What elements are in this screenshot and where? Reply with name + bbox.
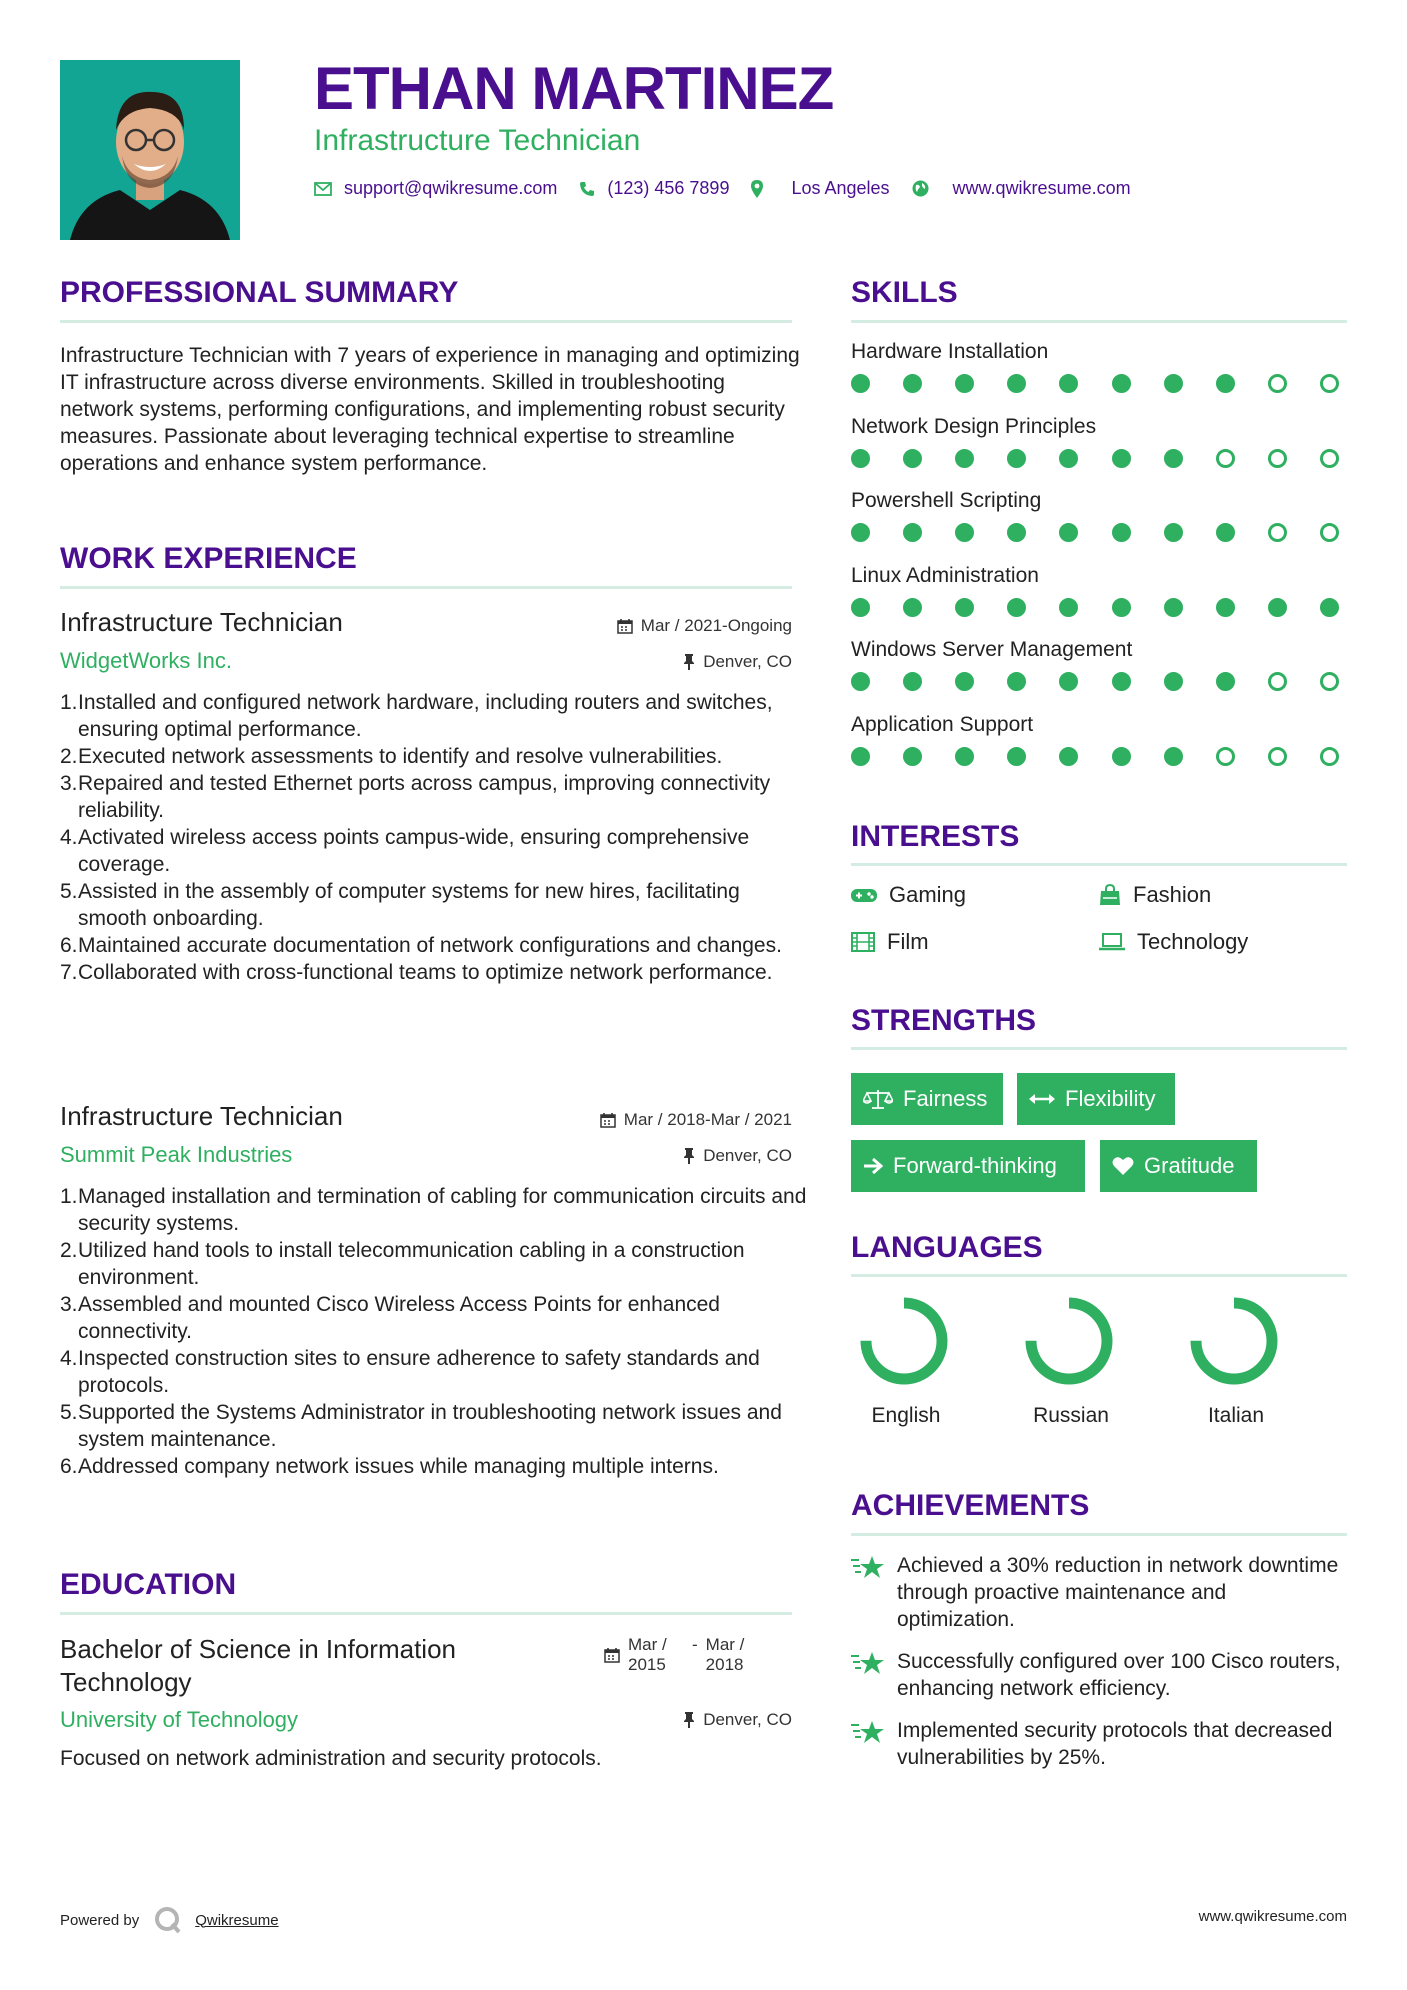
rating-dot-filled [903,747,922,766]
skill-rating [851,523,1339,542]
language-level-arc [1189,1296,1279,1386]
rating-dot-empty [1268,374,1287,393]
achievement-item [851,1717,1347,1771]
candidate-name: ETHAN MARTINEZ [314,55,834,122]
rating-dot-filled [1164,672,1183,691]
arrows-h-icon [1029,1092,1055,1106]
rating-dot-filled [1112,747,1131,766]
candidate-title: Infrastructure Technician [314,124,641,157]
skill-row [851,638,1347,713]
rating-dot-empty [1216,747,1235,766]
skill-rating [851,747,1339,766]
rating-dot-filled [955,374,974,393]
rating-dot-empty [1320,747,1339,766]
skills-list [851,340,1347,787]
job-1-responsibilities [60,689,810,986]
rating-dot-empty [1320,374,1339,393]
summary-divider [60,320,792,323]
rating-dot-filled [1320,598,1339,617]
job-2-company: Summit Peak Industries [60,1142,293,1167]
achievement-item [851,1552,1347,1633]
laptop-icon [1099,933,1125,951]
rating-dot-filled [1216,672,1235,691]
location-text: Los Angeles [791,178,890,198]
rating-dot-filled [1007,374,1026,393]
qwikresume-link[interactable]: Qwikresume [195,1911,279,1929]
rating-dot-filled [851,747,870,766]
star-badge-icon [851,1554,885,1582]
rating-dot-filled [1164,598,1183,617]
experience-divider [60,586,792,589]
calendar-icon [600,1112,616,1128]
rating-dot-filled [1216,374,1235,393]
skill-row [851,713,1347,788]
rating-dot-filled [851,672,870,691]
interests-divider [851,863,1347,866]
rating-dot-filled [955,523,974,542]
list-item: 7. Collaborated with cross-functional teams to optimize network performance. [60,961,773,984]
language-level-arc [859,1296,949,1386]
rating-dot-filled [1112,523,1131,542]
strength-flexibility: Flexibility [1017,1073,1175,1125]
list-item: 2. Utilized hand tools to install telecommunication cabling in a construction environment. [60,1239,745,1289]
language-item [1181,1296,1301,1428]
achievement-text: Achieved a 30% reduction in network downtime through proactive maintenance and optimization. [897,1554,1339,1631]
rating-dot-filled [851,374,870,393]
rating-dot-filled [1007,672,1026,691]
list-item: 2. Executed network assessments to identify and resolve vulnerabilities. [60,745,723,768]
pushpin-icon [683,1712,695,1728]
list-item: 3. Repaired and tested Ethernet ports across campus, improving connectivity reliability. [60,772,771,822]
education-start: Mar / 2015 [628,1635,667,1674]
list-item: 1. Installed and configured network hardware, including routers and switches, ensuring optimal performance. [60,691,773,741]
interest-gaming: Gaming [851,882,966,908]
rating-dot-filled [1112,374,1131,393]
skill-rating [851,672,1339,691]
skill-row [851,415,1347,490]
rating-dot-filled [1059,374,1078,393]
rating-dot-filled [1164,374,1183,393]
rating-dot-filled [955,747,974,766]
strength-forward-thinking: Forward-thinking [851,1140,1085,1192]
list-item: 5. Supported the Systems Administrator in troubleshooting network issues and system maintenance. [60,1401,782,1451]
phone-text: (123) 456 7899 [607,178,730,198]
achievements-heading: ACHIEVEMENTS [851,1489,1090,1522]
qwikresume-logo-icon [153,1905,183,1935]
skill-rating [851,598,1339,617]
job-2-title: Infrastructure Technician [60,1101,343,1131]
rating-dot-empty [1320,523,1339,542]
language-name: Russian [1033,1404,1109,1427]
balance-scale-icon [863,1088,893,1110]
job-1-title: Infrastructure Technician [60,607,343,637]
languages-heading: LANGUAGES [851,1231,1043,1264]
skill-name: Linux Administration [851,563,1039,587]
rating-dot-filled [1059,672,1078,691]
rating-dot-filled [1059,449,1078,468]
list-item: 6. Addressed company network issues while managing multiple interns. [60,1455,719,1478]
website-text: www.qwikresume.com [952,178,1131,198]
rating-dot-filled [1007,747,1026,766]
education-dates [604,1635,756,1675]
profile-photo [60,60,240,240]
achievement-text: Successfully configured over 100 Cisco routers, enhancing network efficiency. [897,1650,1341,1700]
list-item: 3. Assembled and mounted Cisco Wireless Access Points for enhanced connectivity. [60,1293,720,1343]
rating-dot-filled [955,449,974,468]
skill-name: Windows Server Management [851,638,1133,661]
skills-divider [851,320,1347,323]
rating-dot-filled [955,672,974,691]
rating-dot-filled [1112,449,1131,468]
rating-dot-filled [903,374,922,393]
achievements-divider [851,1533,1347,1536]
job-2-location: Denver, CO [500,1146,792,1166]
contact-website[interactable] [912,178,1131,199]
strengths-heading: STRENGTHS [851,1004,1037,1037]
summary-heading: PROFESSIONAL SUMMARY [60,276,459,309]
rating-dot-filled [955,598,974,617]
rating-dot-filled [1112,672,1131,691]
achievement-text: Implemented security protocols that decreased vulnerabilities by 25%. [897,1719,1333,1769]
language-arc [1031,1303,1107,1379]
skill-name: Network Design Principles [851,414,1097,438]
job-1-date: Mar / 2021-Ongoing [500,616,792,636]
calendar-icon [604,1647,620,1663]
achievement-item [851,1648,1347,1702]
rating-dot-filled [1216,523,1235,542]
skill-rating [851,374,1339,393]
skill-rating [851,449,1339,468]
skill-row [851,564,1347,639]
rating-dot-filled [1007,598,1026,617]
contact-bar [314,178,1153,199]
pushpin-icon [683,654,695,670]
globe-icon [912,180,929,197]
date-separator: - [692,1635,698,1654]
interest-fashion: Fashion [1099,882,1211,908]
education-note: Focused on network administration and security protocols. [60,1747,602,1770]
language-item [1016,1296,1136,1428]
footer-powered-by [60,1905,279,1935]
shopping-bag-icon [1099,884,1121,906]
star-badge-icon [851,1650,885,1678]
contact-location[interactable] [751,178,889,199]
rating-dot-filled [1164,523,1183,542]
footer-website[interactable]: www.qwikresume.com [1198,1908,1347,1925]
education-end: Mar / 2018 [705,1635,745,1674]
experience-heading: WORK EXPERIENCE [60,542,357,575]
skill-name: Application Support [851,712,1034,736]
rating-dot-empty [1320,672,1339,691]
rating-dot-filled [1164,747,1183,766]
education-heading: EDUCATION [60,1568,237,1601]
job-2-responsibilities [60,1183,810,1480]
language-level-arc [1024,1296,1114,1386]
skills-heading: SKILLS [851,276,958,309]
language-name: Italian [1207,1404,1265,1427]
rating-dot-empty [1268,747,1287,766]
language-arc [866,1303,942,1379]
list-item: 4. Activated wireless access points campus-wide, ensuring comprehensive coverage. [60,826,750,876]
skill-row [851,340,1347,415]
map-marker-icon [751,180,763,198]
pushpin-icon [683,1148,695,1164]
contact-email[interactable] [314,178,557,199]
rating-dot-filled [1007,449,1026,468]
strength-gratitude: Gratitude [1100,1140,1257,1192]
rating-dot-filled [1164,449,1183,468]
rating-dot-filled [851,523,870,542]
strength-fairness: Fairness [851,1073,1003,1125]
rating-dot-empty [1268,672,1287,691]
job-1-company: WidgetWorks Inc. [60,648,232,673]
rating-dot-filled [903,523,922,542]
rating-dot-filled [1112,598,1131,617]
interest-film: Film [851,929,929,955]
envelope-icon [314,182,332,196]
language-arc [1196,1303,1272,1379]
contact-phone[interactable] [579,178,729,199]
interest-technology: Technology [1099,929,1248,955]
rating-dot-filled [903,449,922,468]
heart-icon [1112,1156,1134,1176]
rating-dot-empty [1216,449,1235,468]
powered-by-label: Powered by [60,1911,140,1929]
rating-dot-filled [1216,598,1235,617]
rating-dot-filled [851,449,870,468]
list-item: 6. Maintained accurate documentation of network configurations and changes. [60,934,782,957]
rating-dot-filled [1007,523,1026,542]
rating-dot-filled [903,672,922,691]
skill-name: Hardware Installation [851,340,1049,363]
email-text: support@qwikresume.com [344,178,558,198]
gamepad-icon [851,887,877,903]
languages-list [851,1296,1347,1446]
education-degree: Bachelor of Science in Information Technology [60,1634,456,1697]
interests-heading: INTERESTS [851,820,1020,853]
rating-dot-filled [1268,598,1287,617]
rating-dot-empty [1268,449,1287,468]
phone-icon [579,181,595,197]
education-divider [60,1612,792,1615]
list-item: 4. Inspected construction sites to ensure adherence to safety standards and protocols. [60,1347,760,1397]
rating-dot-empty [1320,449,1339,468]
rating-dot-filled [1059,747,1078,766]
arrow-right-icon [863,1157,883,1175]
summary-text: Infrastructure Technician with 7 years of experience in managing and optimizing IT infrastructure across diverse environments. Skilled in troubleshooting network systems, performing configurations, and implementing robust security measures. Passionate about leveraging technical expertise to streamline operations and enhance system performance. [60,344,800,475]
calendar-icon [617,618,633,634]
rating-dot-filled [1059,523,1078,542]
skill-row [851,489,1347,564]
list-item: 1. Managed installation and termination of cabling for communication circuits and security systems. [60,1185,807,1235]
list-item: 5. Assisted in the assembly of computer systems for new hires, facilitating smooth onboarding. [60,880,740,930]
rating-dot-filled [903,598,922,617]
rating-dot-filled [851,598,870,617]
job-1-location: Denver, CO [500,652,792,672]
rating-dot-filled [1059,598,1078,617]
rating-dot-empty [1268,523,1287,542]
language-name: English [871,1404,941,1427]
strengths-divider [851,1047,1347,1050]
language-item [851,1296,971,1428]
film-icon [851,932,875,952]
star-badge-icon [851,1719,885,1747]
skill-name: Powershell Scripting [851,489,1042,512]
job-2-date: Mar / 2018-Mar / 2021 [480,1110,792,1130]
education-location: Denver, CO [500,1710,792,1730]
education-school: University of Technology [60,1707,299,1732]
languages-divider [851,1274,1347,1277]
achievements-list [851,1552,1347,1786]
